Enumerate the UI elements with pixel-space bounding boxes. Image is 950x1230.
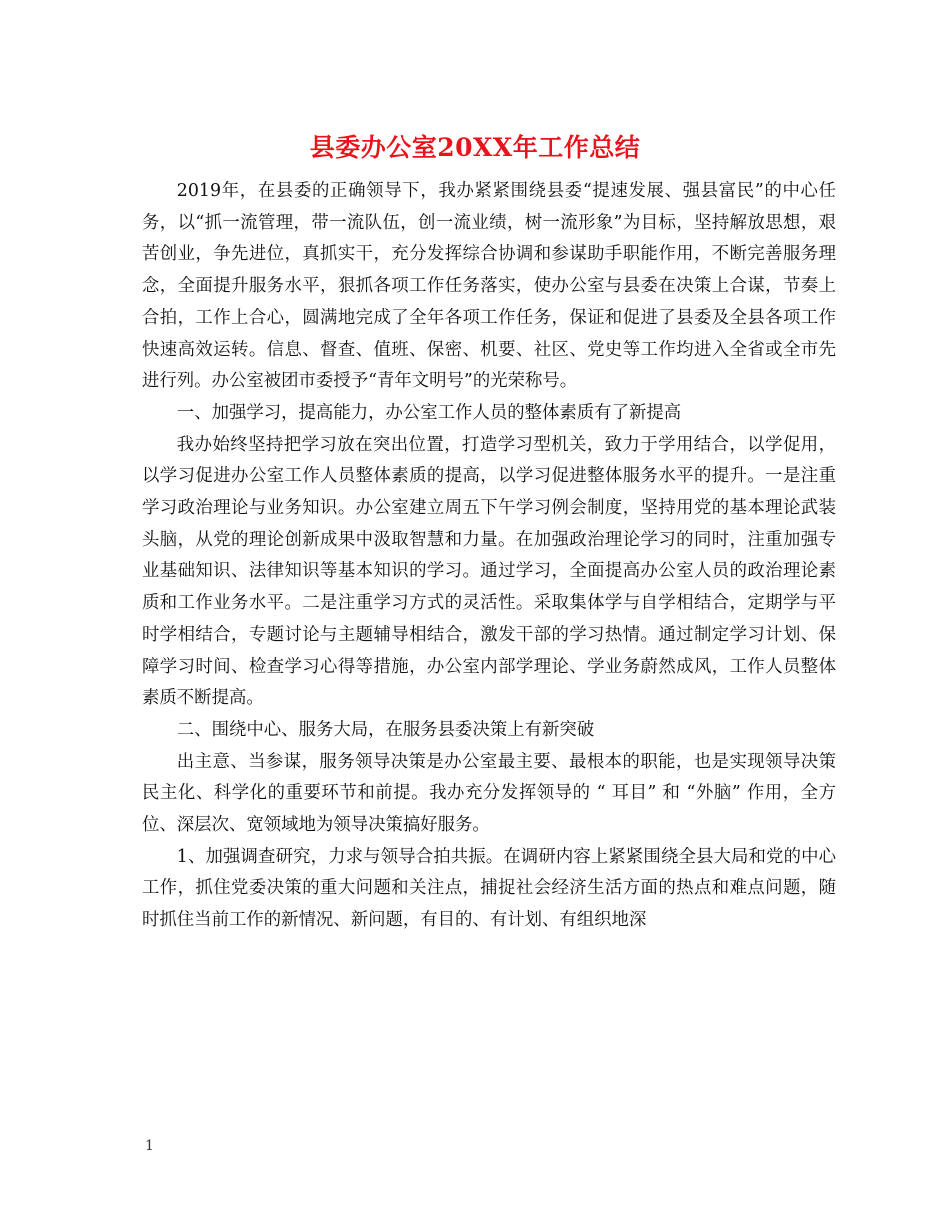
section-2-item-1-paragraph: 1、加强调查研究，力求与领导合拍共振。在调研内容上紧紧围绕全县大局和党的中心工作，抓住党委决策的重大问题和关注点，捕捉社会经济生活方面的热点和难点问题，随时抓住当前工作的新情况、新问题，有目的、有计划、有组织地深 — [142, 846, 836, 931]
intro-paragraph: 2019年，在县委的正确领导下，我办紧紧围绕县委“提速发展、强县富民”的中心任务，以“抓一流管理，带一流队伍，创一流业绩，树一流形象”为目标，坚持解放思想，艰苦创业，争先进位，真抓实干，充分发挥综合协调和参谋助手职能作用，不断完善服务理念，全面提升服务水平，狠抓各项工作任务落实，使办公室与县委在决策上合谋，节奏上合拍，工作上合心，圆满地完成了全年各项工作任务，保证和促进了县委及全县各项工作快速高效运转。信息、督查、值班、保密、机要、社区、党史等工作均进入全省或全市先进行列。办公室被团市委授予“青年文明号”的光荣称号。 — [142, 181, 836, 392]
section-1-paragraph: 我办始终坚持把学习放在突出位置，打造学习型机关，致力于学用结合，以学促用，以学习促进办公室工作人员整体素质的提高，以学习促进整体服务水平的提升。一是注重学习政治理论与业务知识。办公室建立周五下午学习例会制度，坚持用党的基本理论武装头脑，从党的理论创新成果中汲取智慧和力量。在加强政治理论学习的同时，注重加强专业基础知识、法律知识等基本知识的学习。通过学习，全面提高办公室人员的政治理论素质和工作业务水平。二是注重学习方式的灵活性。采取集体学与自学相结合，定期学与平时学相结合，专题讨论与主题辅导相结合，激发干部的学习热情。通过制定学习计划、保障学习时间、检查学习心得等措施，办公室内部学理论、学业务蔚然成风，工作人员整体素质不断提高。 — [142, 434, 836, 709]
document-body — [142, 176, 836, 937]
section-2-paragraph: 出主意、当参谋，服务领导决策是办公室最主要、最根本的职能，也是实现领导决策民主化、科学化的重要环节和前提。我办充分发挥领导的 “ 耳目” 和 “外脑” 作用，全方位、深层次、宽领域地为领导决策搞好服务。 — [142, 751, 836, 836]
document-title: 县委办公室20XX年工作总结 — [309, 133, 641, 162]
section-heading-2: 二、围绕中心、服务大局，在服务县委决策上有新突破 — [176, 719, 595, 740]
page-number: 1 — [145, 1138, 154, 1154]
section-heading-1: 一、加强学习，提高能力，办公室工作人员的整体素质有了新提高 — [176, 402, 682, 423]
